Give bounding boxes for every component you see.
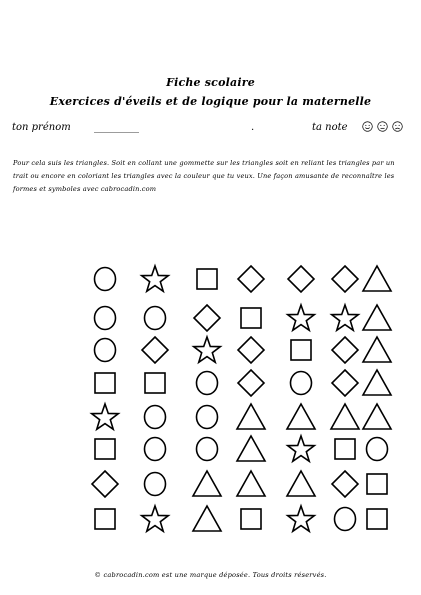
worksheet-title: Fiche scolaire [166, 76, 255, 89]
name-blank: _________ [94, 122, 139, 133]
square-shape [88, 366, 122, 400]
name-label: ton prénom [12, 122, 71, 133]
diamond-shape [234, 366, 268, 400]
star-shape [138, 502, 172, 536]
circle-shape [138, 301, 172, 335]
triangle-shape [360, 333, 394, 367]
triangle-shape [190, 502, 224, 536]
triangle-shape [360, 366, 394, 400]
diamond-shape [328, 467, 362, 501]
star-shape [284, 502, 318, 536]
star-shape [88, 400, 122, 434]
shape-grid [88, 262, 408, 538]
square-shape [328, 432, 362, 466]
triangle-shape [328, 400, 362, 434]
triangle-shape [360, 262, 394, 296]
square-shape [190, 262, 224, 296]
circle-shape [138, 467, 172, 501]
diamond-shape [234, 333, 268, 367]
diamond-shape [234, 262, 268, 296]
square-shape [234, 502, 268, 536]
circle-shape [88, 333, 122, 367]
triangle-shape [234, 467, 268, 501]
diamond-shape [328, 333, 362, 367]
worksheet-subtitle: Exercices d'éveils et de logique pour la maternelle [49, 95, 372, 108]
square-shape [234, 301, 268, 335]
smiley-happy-icon [362, 121, 373, 132]
diamond-shape [138, 333, 172, 367]
star-shape [284, 432, 318, 466]
instructions-text: Pour cela suis les triangles. Soit en collant une gommette sur les triangles soit en reliant les triangles par un trait ou encore en coloriant les triangles avec la couleur que tu veux. Une façon amusante de reconnaître les formes et symboles avec cabrocadin.com [13, 159, 395, 193]
circle-shape [190, 400, 224, 434]
circle-shape [138, 432, 172, 466]
student-line [12, 122, 412, 136]
star-shape [138, 262, 172, 296]
circle-shape [88, 262, 122, 296]
square-shape [88, 502, 122, 536]
circle-shape [190, 432, 224, 466]
circle-shape [88, 301, 122, 335]
star-shape [284, 301, 318, 335]
diamond-shape [190, 301, 224, 335]
triangle-shape [190, 467, 224, 501]
circle-shape [190, 366, 224, 400]
square-shape [284, 333, 318, 367]
name-separator: . [251, 122, 255, 133]
diamond-shape [328, 262, 362, 296]
star-shape [190, 333, 224, 367]
square-shape [360, 502, 394, 536]
star-shape [328, 301, 362, 335]
grade-smileys [362, 121, 403, 132]
triangle-shape [360, 301, 394, 335]
triangle-shape [234, 400, 268, 434]
square-shape [88, 432, 122, 466]
diamond-shape [88, 467, 122, 501]
copyright-footer: © cabrocadin.com est une marque déposée. Tous droits réservés. [94, 571, 327, 579]
smiley-sad-icon [392, 121, 403, 132]
circle-shape [284, 366, 318, 400]
circle-shape [138, 400, 172, 434]
circle-shape [328, 502, 362, 536]
triangle-shape [284, 467, 318, 501]
square-shape [360, 467, 394, 501]
grade-label: ta note [312, 122, 348, 133]
circle-shape [360, 432, 394, 466]
diamond-shape [328, 366, 362, 400]
smiley-neutral-icon [377, 121, 388, 132]
triangle-shape [360, 400, 394, 434]
diamond-shape [284, 262, 318, 296]
triangle-shape [284, 400, 318, 434]
triangle-shape [234, 432, 268, 466]
square-shape [138, 366, 172, 400]
